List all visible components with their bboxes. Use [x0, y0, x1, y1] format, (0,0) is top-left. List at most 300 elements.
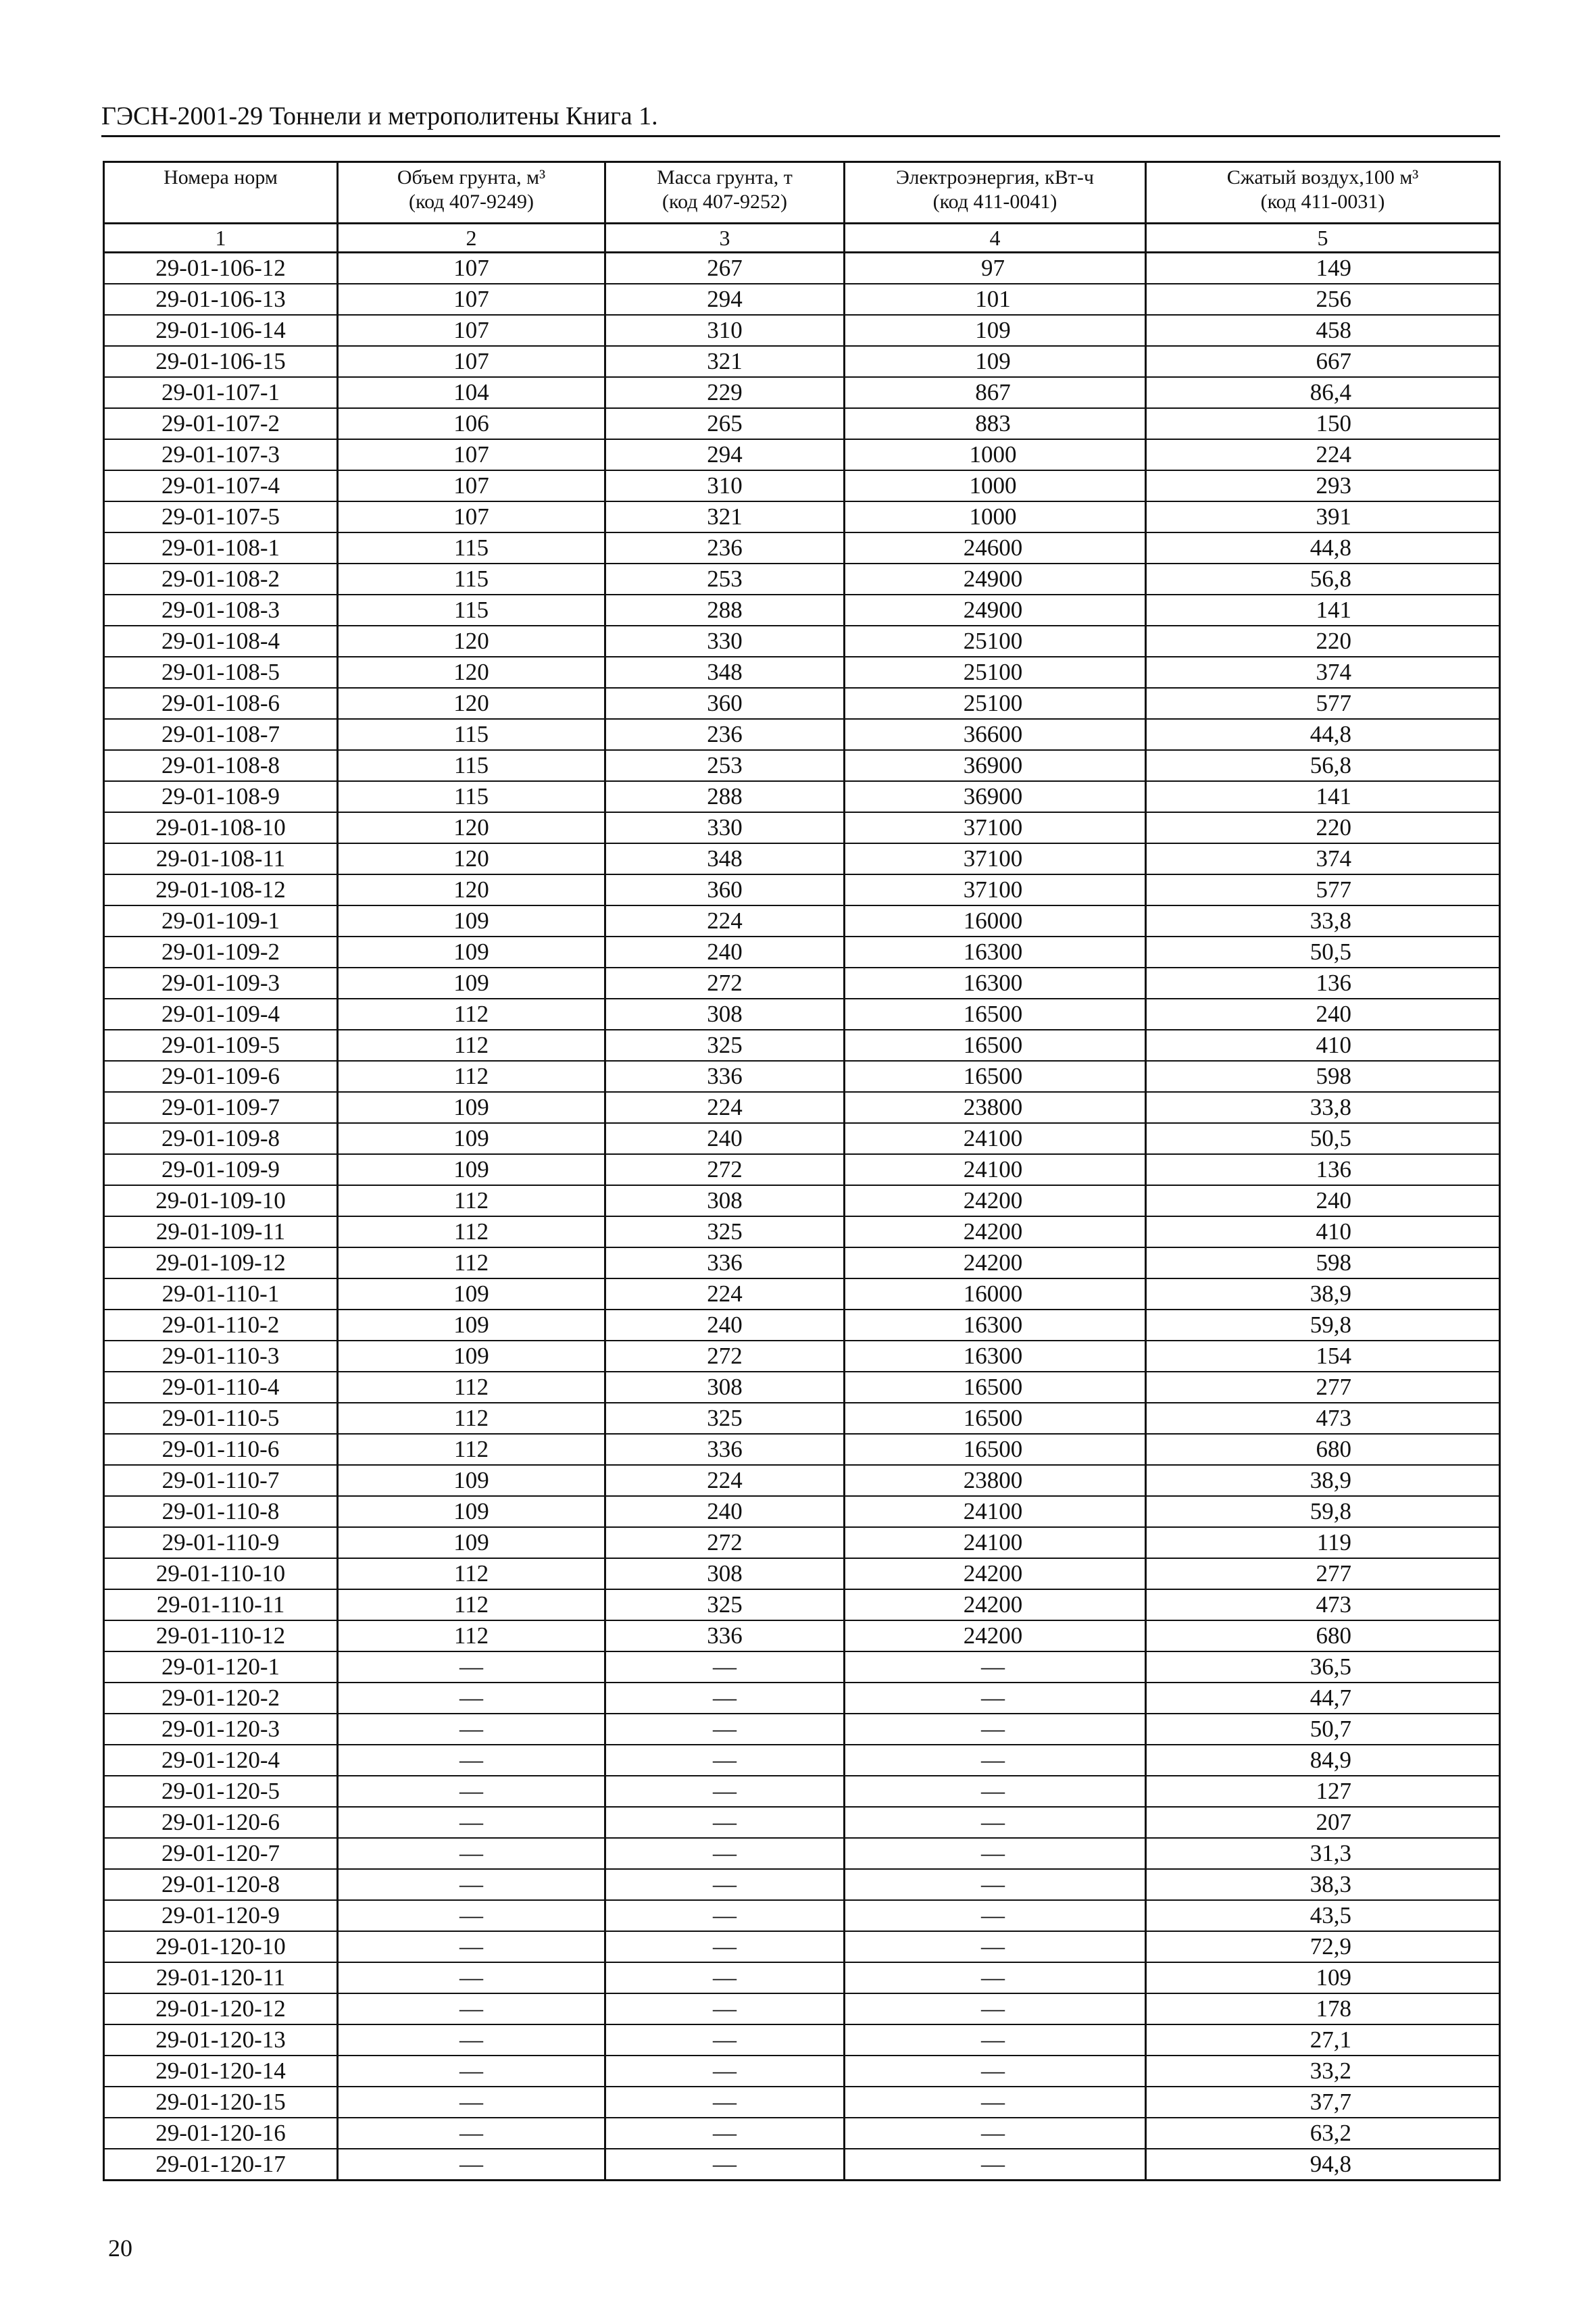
electricity-cell: 24200: [845, 1185, 1146, 1216]
norm-number-cell: 29-01-108-8: [104, 750, 338, 781]
column-header-title: Объем грунта, м³: [397, 166, 546, 189]
soil-volume-cell: 107: [338, 501, 605, 532]
table-row: [104, 812, 1500, 843]
table-row: [104, 750, 1500, 781]
table-row: [104, 1869, 1500, 1900]
soil-volume-cell: 112: [338, 1434, 605, 1465]
electricity-cell: —: [845, 1683, 1146, 1714]
norm-number-cell: 29-01-107-3: [104, 439, 338, 470]
compressed-air-cell: 577: [1146, 874, 1500, 905]
table-row: [104, 1216, 1500, 1247]
soil-volume-cell: —: [338, 1807, 605, 1838]
soil-volume-cell: 109: [338, 1123, 605, 1154]
soil-volume-cell: 112: [338, 1185, 605, 1216]
table-row: [104, 315, 1500, 346]
norm-number-cell: 29-01-109-10: [104, 1185, 338, 1216]
compressed-air-cell: 38,9: [1146, 1465, 1500, 1496]
soil-mass-cell: 308: [605, 999, 845, 1030]
soil-volume-cell: —: [338, 1714, 605, 1745]
table-row: [104, 2118, 1500, 2149]
soil-mass-cell: —: [605, 1993, 845, 2024]
compressed-air-cell: 84,9: [1146, 1745, 1500, 1776]
table-row: [104, 470, 1500, 501]
table-row: [104, 1341, 1500, 1372]
norm-number-cell: 29-01-110-12: [104, 1620, 338, 1651]
norm-number-cell: 29-01-120-1: [104, 1651, 338, 1683]
norm-number-cell: 29-01-108-2: [104, 564, 338, 595]
soil-mass-cell: 321: [605, 346, 845, 377]
table-row: [104, 937, 1500, 968]
soil-mass-cell: 310: [605, 470, 845, 501]
compressed-air-cell: 149: [1146, 253, 1500, 284]
norm-number-cell: 29-01-110-9: [104, 1527, 338, 1558]
norm-number-cell: 29-01-110-2: [104, 1310, 338, 1341]
soil-volume-cell: 115: [338, 781, 605, 812]
norm-number-cell: 29-01-109-2: [104, 937, 338, 968]
norm-number-cell: 29-01-106-14: [104, 315, 338, 346]
table-row: [104, 2056, 1500, 2087]
electricity-cell: 16500: [845, 1372, 1146, 1403]
soil-mass-cell: 272: [605, 968, 845, 999]
column-header-code: (код 411-0041): [932, 191, 1057, 213]
electricity-cell: 24200: [845, 1620, 1146, 1651]
soil-mass-cell: 325: [605, 1216, 845, 1247]
norm-number-cell: 29-01-120-5: [104, 1776, 338, 1807]
soil-mass-cell: 325: [605, 1403, 845, 1434]
electricity-cell: —: [845, 2118, 1146, 2149]
electricity-cell: 23800: [845, 1465, 1146, 1496]
norm-number-cell: 29-01-108-9: [104, 781, 338, 812]
norm-number-cell: 29-01-120-17: [104, 2149, 338, 2181]
soil-volume-cell: 112: [338, 1403, 605, 1434]
resource-norms-table: [103, 161, 1501, 2181]
soil-mass-cell: 253: [605, 750, 845, 781]
electricity-cell: 23800: [845, 1092, 1146, 1123]
electricity-cell: —: [845, 1900, 1146, 1931]
table-row: [104, 781, 1500, 812]
electricity-cell: 97: [845, 253, 1146, 284]
electricity-cell: 1000: [845, 501, 1146, 532]
soil-volume-cell: 115: [338, 595, 605, 626]
soil-mass-cell: 308: [605, 1372, 845, 1403]
soil-volume-cell: 112: [338, 1372, 605, 1403]
soil-volume-cell: 112: [338, 1061, 605, 1092]
compressed-air-cell: 94,8: [1146, 2149, 1500, 2181]
soil-mass-cell: 265: [605, 408, 845, 439]
table-row: [104, 1993, 1500, 2024]
compressed-air-cell: 667: [1146, 346, 1500, 377]
soil-mass-cell: 330: [605, 626, 845, 657]
soil-mass-cell: 240: [605, 1123, 845, 1154]
soil-volume-cell: 109: [338, 1310, 605, 1341]
table-row: [104, 688, 1500, 719]
table-row: [104, 1931, 1500, 1962]
column-number: 4: [845, 224, 1146, 253]
compressed-air-cell: 410: [1146, 1030, 1500, 1061]
table-row: [104, 1776, 1500, 1807]
electricity-cell: 36900: [845, 781, 1146, 812]
soil-mass-cell: —: [605, 1807, 845, 1838]
soil-volume-cell: —: [338, 2056, 605, 2087]
norm-number-cell: 29-01-120-12: [104, 1993, 338, 2024]
soil-volume-cell: 120: [338, 688, 605, 719]
soil-mass-cell: —: [605, 1838, 845, 1869]
column-header-code: (код 407-9252): [662, 191, 787, 213]
soil-mass-cell: 348: [605, 843, 845, 874]
electricity-cell: 16300: [845, 968, 1146, 999]
electricity-cell: 36600: [845, 719, 1146, 750]
norm-number-cell: 29-01-107-1: [104, 377, 338, 408]
compressed-air-cell: 50,5: [1146, 937, 1500, 968]
norm-number-cell: 29-01-106-13: [104, 284, 338, 315]
table-row: [104, 1527, 1500, 1558]
column-header-title: Электроэнергия, кВт-ч: [896, 166, 1094, 189]
electricity-cell: —: [845, 1962, 1146, 1993]
table-row: [104, 501, 1500, 532]
soil-mass-cell: 336: [605, 1434, 845, 1465]
soil-mass-cell: 224: [605, 905, 845, 937]
electricity-cell: 24100: [845, 1496, 1146, 1527]
compressed-air-cell: 374: [1146, 657, 1500, 688]
soil-volume-cell: 109: [338, 1341, 605, 1372]
soil-volume-cell: —: [338, 1900, 605, 1931]
soil-mass-cell: 240: [605, 1310, 845, 1341]
electricity-cell: —: [845, 2087, 1146, 2118]
norm-number-cell: 29-01-120-15: [104, 2087, 338, 2118]
soil-mass-cell: 272: [605, 1154, 845, 1185]
electricity-cell: 24200: [845, 1589, 1146, 1620]
norm-number-cell: 29-01-120-9: [104, 1900, 338, 1931]
soil-mass-cell: —: [605, 1776, 845, 1807]
table-row: [104, 1030, 1500, 1061]
norm-number-cell: 29-01-108-11: [104, 843, 338, 874]
norm-number-cell: 29-01-120-6: [104, 1807, 338, 1838]
norm-number-cell: 29-01-120-3: [104, 1714, 338, 1745]
column-number: 2: [338, 224, 605, 253]
table-row: [104, 905, 1500, 937]
table-row: [104, 1683, 1500, 1714]
norm-number-cell: 29-01-120-4: [104, 1745, 338, 1776]
compressed-air-cell: 277: [1146, 1558, 1500, 1589]
electricity-cell: 16500: [845, 1030, 1146, 1061]
compressed-air-cell: 127: [1146, 1776, 1500, 1807]
compressed-air-cell: 50,7: [1146, 1714, 1500, 1745]
soil-mass-cell: 288: [605, 781, 845, 812]
electricity-cell: 37100: [845, 812, 1146, 843]
table-row: [104, 377, 1500, 408]
table-row: [104, 1123, 1500, 1154]
table-header-row: [104, 162, 1500, 224]
soil-mass-cell: 336: [605, 1061, 845, 1092]
electricity-cell: —: [845, 2024, 1146, 2056]
electricity-cell: 24200: [845, 1247, 1146, 1278]
electricity-cell: 24900: [845, 564, 1146, 595]
norm-number-cell: 29-01-109-8: [104, 1123, 338, 1154]
norm-number-cell: 29-01-109-3: [104, 968, 338, 999]
soil-volume-cell: —: [338, 1962, 605, 1993]
soil-volume-cell: 112: [338, 1620, 605, 1651]
soil-volume-cell: 112: [338, 1216, 605, 1247]
norm-number-cell: 29-01-107-2: [104, 408, 338, 439]
compressed-air-cell: 36,5: [1146, 1651, 1500, 1683]
electricity-cell: 24900: [845, 595, 1146, 626]
electricity-cell: 867: [845, 377, 1146, 408]
electricity-cell: 1000: [845, 439, 1146, 470]
soil-volume-cell: 107: [338, 346, 605, 377]
soil-mass-cell: 308: [605, 1185, 845, 1216]
norm-number-cell: 29-01-110-10: [104, 1558, 338, 1589]
compressed-air-cell: 59,8: [1146, 1496, 1500, 1527]
soil-volume-cell: 120: [338, 657, 605, 688]
norm-number-cell: 29-01-109-4: [104, 999, 338, 1030]
soil-mass-cell: —: [605, 1869, 845, 1900]
table-row: [104, 284, 1500, 315]
table-row: [104, 1558, 1500, 1589]
table-row: [104, 2149, 1500, 2181]
compressed-air-cell: 141: [1146, 781, 1500, 812]
table-row: [104, 1372, 1500, 1403]
document-header: ГЭСН-2001-29 Тоннели и метрополитены Книга 1.: [101, 100, 1500, 137]
norm-number-cell: 29-01-109-1: [104, 905, 338, 937]
norm-number-cell: 29-01-120-8: [104, 1869, 338, 1900]
table-row: [104, 1403, 1500, 1434]
column-header-soil-volume: [338, 162, 605, 224]
soil-volume-cell: 109: [338, 937, 605, 968]
table-row: [104, 1465, 1500, 1496]
compressed-air-cell: 240: [1146, 999, 1500, 1030]
table-row: [104, 657, 1500, 688]
norm-number-cell: 29-01-109-12: [104, 1247, 338, 1278]
electricity-cell: 1000: [845, 470, 1146, 501]
norm-number-cell: 29-01-108-3: [104, 595, 338, 626]
compressed-air-cell: 119: [1146, 1527, 1500, 1558]
soil-mass-cell: —: [605, 1931, 845, 1962]
table-row: [104, 719, 1500, 750]
soil-mass-cell: —: [605, 2118, 845, 2149]
electricity-cell: —: [845, 1993, 1146, 2024]
norm-number-cell: 29-01-110-6: [104, 1434, 338, 1465]
soil-volume-cell: 120: [338, 843, 605, 874]
compressed-air-cell: 27,1: [1146, 2024, 1500, 2056]
soil-mass-cell: 330: [605, 812, 845, 843]
electricity-cell: 16000: [845, 1278, 1146, 1310]
compressed-air-cell: 374: [1146, 843, 1500, 874]
soil-volume-cell: —: [338, 1776, 605, 1807]
electricity-cell: 25100: [845, 626, 1146, 657]
page-number: 20: [108, 2235, 132, 2262]
soil-mass-cell: 294: [605, 439, 845, 470]
norm-number-cell: 29-01-108-1: [104, 532, 338, 564]
compressed-air-cell: 109: [1146, 1962, 1500, 1993]
norm-number-cell: 29-01-120-14: [104, 2056, 338, 2087]
soil-mass-cell: 253: [605, 564, 845, 595]
table-row: [104, 439, 1500, 470]
compressed-air-cell: 150: [1146, 408, 1500, 439]
column-header-title: Номера норм: [164, 166, 278, 189]
electricity-cell: 36900: [845, 750, 1146, 781]
electricity-cell: —: [845, 2056, 1146, 2087]
soil-volume-cell: 115: [338, 564, 605, 595]
compressed-air-cell: 240: [1146, 1185, 1500, 1216]
soil-volume-cell: —: [338, 1683, 605, 1714]
table-row: [104, 595, 1500, 626]
soil-mass-cell: 325: [605, 1030, 845, 1061]
soil-mass-cell: —: [605, 1745, 845, 1776]
soil-volume-cell: 115: [338, 719, 605, 750]
soil-volume-cell: 115: [338, 750, 605, 781]
electricity-cell: 16000: [845, 905, 1146, 937]
norm-number-cell: 29-01-109-9: [104, 1154, 338, 1185]
soil-mass-cell: 321: [605, 501, 845, 532]
compressed-air-cell: 178: [1146, 1993, 1500, 2024]
soil-mass-cell: 236: [605, 719, 845, 750]
column-number: 3: [605, 224, 845, 253]
soil-volume-cell: 115: [338, 532, 605, 564]
compressed-air-cell: 44,7: [1146, 1683, 1500, 1714]
soil-mass-cell: 325: [605, 1589, 845, 1620]
table-row: [104, 1900, 1500, 1931]
table-body: [104, 253, 1500, 2181]
compressed-air-cell: 680: [1146, 1620, 1500, 1651]
compressed-air-cell: 141: [1146, 595, 1500, 626]
norm-number-cell: 29-01-109-5: [104, 1030, 338, 1061]
soil-volume-cell: —: [338, 2087, 605, 2118]
soil-volume-cell: 109: [338, 1465, 605, 1496]
table-row: [104, 408, 1500, 439]
electricity-cell: 25100: [845, 657, 1146, 688]
table-row: [104, 1807, 1500, 1838]
compressed-air-cell: 37,7: [1146, 2087, 1500, 2118]
norm-number-cell: 29-01-110-4: [104, 1372, 338, 1403]
soil-volume-cell: 107: [338, 439, 605, 470]
compressed-air-cell: 59,8: [1146, 1310, 1500, 1341]
table-row: [104, 1496, 1500, 1527]
soil-volume-cell: 109: [338, 1154, 605, 1185]
soil-volume-cell: 112: [338, 1558, 605, 1589]
compressed-air-cell: 473: [1146, 1403, 1500, 1434]
soil-volume-cell: 107: [338, 470, 605, 501]
electricity-cell: 16500: [845, 1434, 1146, 1465]
table-row: [104, 253, 1500, 284]
electricity-cell: —: [845, 1838, 1146, 1869]
electricity-cell: —: [845, 1807, 1146, 1838]
norm-number-cell: 29-01-109-11: [104, 1216, 338, 1247]
soil-volume-cell: 109: [338, 1496, 605, 1527]
electricity-cell: 16300: [845, 937, 1146, 968]
table-row: [104, 1310, 1500, 1341]
electricity-cell: 101: [845, 284, 1146, 315]
compressed-air-cell: 44,8: [1146, 719, 1500, 750]
soil-mass-cell: 288: [605, 595, 845, 626]
table-row: [104, 968, 1500, 999]
electricity-cell: 883: [845, 408, 1146, 439]
electricity-cell: —: [845, 2149, 1146, 2181]
electricity-cell: —: [845, 1651, 1146, 1683]
soil-volume-cell: 106: [338, 408, 605, 439]
norm-number-cell: 29-01-108-10: [104, 812, 338, 843]
table-row: [104, 346, 1500, 377]
table-row: [104, 626, 1500, 657]
norm-number-cell: 29-01-108-7: [104, 719, 338, 750]
table-row: [104, 1838, 1500, 1869]
soil-mass-cell: 224: [605, 1465, 845, 1496]
norm-number-cell: 29-01-120-10: [104, 1931, 338, 1962]
table-row: [104, 1651, 1500, 1683]
table-row: [104, 2024, 1500, 2056]
compressed-air-cell: 220: [1146, 626, 1500, 657]
soil-volume-cell: 109: [338, 1092, 605, 1123]
electricity-cell: 16500: [845, 999, 1146, 1030]
soil-mass-cell: 308: [605, 1558, 845, 1589]
compressed-air-cell: 598: [1146, 1061, 1500, 1092]
column-number: 1: [104, 224, 338, 253]
norm-number-cell: 29-01-110-1: [104, 1278, 338, 1310]
norm-number-cell: 29-01-110-5: [104, 1403, 338, 1434]
norm-number-cell: 29-01-110-7: [104, 1465, 338, 1496]
compressed-air-cell: 458: [1146, 315, 1500, 346]
column-header-electricity: [845, 162, 1146, 224]
column-header-soil-mass: [605, 162, 845, 224]
norm-number-cell: 29-01-120-16: [104, 2118, 338, 2149]
soil-volume-cell: 107: [338, 315, 605, 346]
electricity-cell: 16300: [845, 1341, 1146, 1372]
norm-number-cell: 29-01-120-13: [104, 2024, 338, 2056]
soil-mass-cell: 224: [605, 1092, 845, 1123]
norm-number-cell: 29-01-120-2: [104, 1683, 338, 1714]
compressed-air-cell: 56,8: [1146, 750, 1500, 781]
compressed-air-cell: 410: [1146, 1216, 1500, 1247]
table-row: [104, 1247, 1500, 1278]
table-row: [104, 843, 1500, 874]
soil-volume-cell: 120: [338, 812, 605, 843]
soil-volume-cell: 120: [338, 874, 605, 905]
table-row: [104, 1092, 1500, 1123]
electricity-cell: 24100: [845, 1527, 1146, 1558]
soil-volume-cell: —: [338, 1993, 605, 2024]
compressed-air-cell: 680: [1146, 1434, 1500, 1465]
soil-mass-cell: —: [605, 1962, 845, 1993]
soil-volume-cell: —: [338, 1651, 605, 1683]
soil-volume-cell: 109: [338, 1527, 605, 1558]
compressed-air-cell: 50,5: [1146, 1123, 1500, 1154]
soil-volume-cell: 109: [338, 1278, 605, 1310]
electricity-cell: 24200: [845, 1558, 1146, 1589]
compressed-air-cell: 31,3: [1146, 1838, 1500, 1869]
compressed-air-cell: 72,9: [1146, 1931, 1500, 1962]
table-row: [104, 1714, 1500, 1745]
compressed-air-cell: 577: [1146, 688, 1500, 719]
soil-volume-cell: —: [338, 2024, 605, 2056]
soil-volume-cell: 107: [338, 284, 605, 315]
compressed-air-cell: 86,4: [1146, 377, 1500, 408]
column-header-code: (код 411-0031): [1260, 191, 1385, 213]
soil-mass-cell: —: [605, 1900, 845, 1931]
table-row: [104, 1745, 1500, 1776]
norm-number-cell: 29-01-108-4: [104, 626, 338, 657]
electricity-cell: —: [845, 1931, 1146, 1962]
electricity-cell: 24100: [845, 1123, 1146, 1154]
norm-number-cell: 29-01-108-6: [104, 688, 338, 719]
electricity-cell: 37100: [845, 874, 1146, 905]
soil-mass-cell: —: [605, 1683, 845, 1714]
soil-mass-cell: 267: [605, 253, 845, 284]
table-row: [104, 2087, 1500, 2118]
norm-number-cell: 29-01-106-12: [104, 253, 338, 284]
compressed-air-cell: 598: [1146, 1247, 1500, 1278]
compressed-air-cell: 207: [1146, 1807, 1500, 1838]
norm-number-cell: 29-01-110-8: [104, 1496, 338, 1527]
soil-mass-cell: 240: [605, 937, 845, 968]
